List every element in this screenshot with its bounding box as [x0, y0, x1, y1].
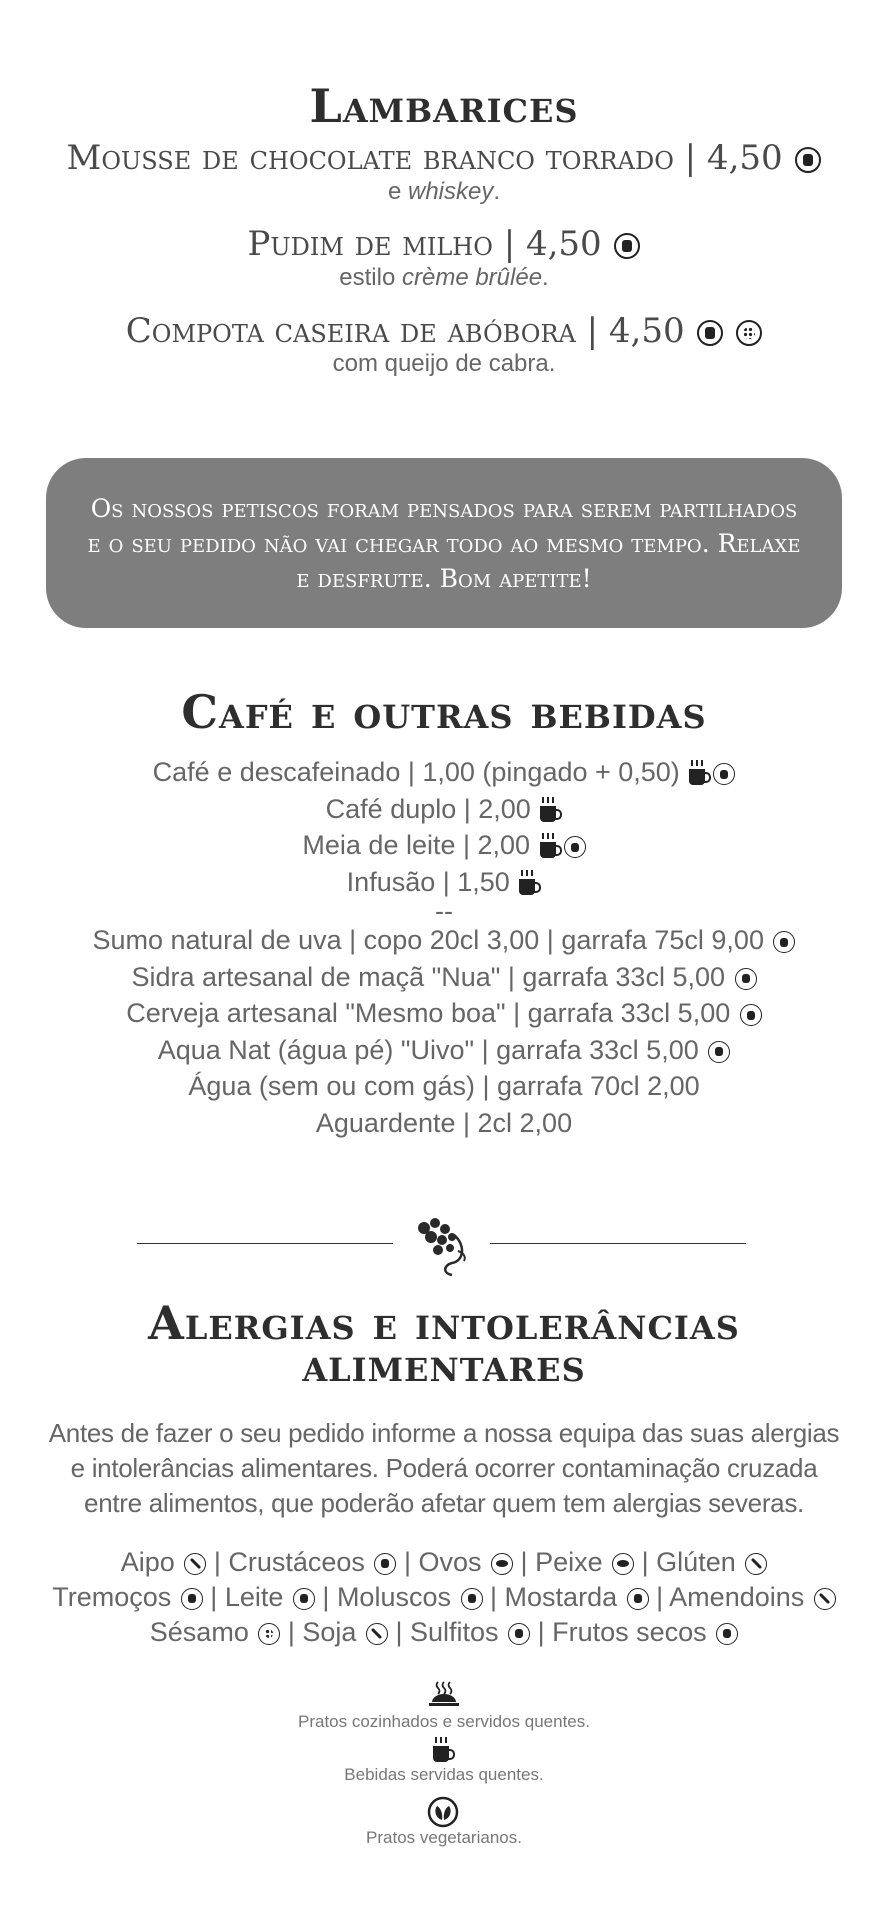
drink-item: Água (sem ou com gás) | garrafa 70cl 2,00	[188, 1071, 700, 1102]
desserts-section	[0, 79, 888, 399]
dish-item	[0, 226, 888, 292]
sulphites-icon	[740, 1004, 762, 1026]
hot-cup-icon	[433, 1745, 449, 1763]
allergen-mustard: Mostarda	[504, 1582, 618, 1612]
hot-dish-icon	[428, 1680, 460, 1708]
drink-item: Cerveja artesanal "Mesmo boa" | garrafa 33cl 5,00	[0, 995, 888, 1032]
drink-item: Café e descafeinado | 1,00 (pingado + 0,50)	[0, 754, 888, 791]
divider-line-left	[137, 1243, 393, 1244]
milk-icon	[713, 763, 735, 785]
peanut-icon	[814, 1588, 836, 1610]
allergen-peanuts: Amendoins	[669, 1582, 805, 1612]
legend-text: Pratos vegetarianos.	[366, 1828, 522, 1847]
allergies-title: Alergias e intolerâncias alimentares	[148, 1296, 740, 1392]
milk-icon	[795, 147, 821, 173]
sesame-icon	[258, 1623, 280, 1645]
allergen-celery: Aipo	[120, 1547, 175, 1577]
dish-item	[0, 310, 888, 379]
dish-description: estilo crème brûlée.	[339, 263, 549, 291]
drink-item: Sidra artesanal de maçã "Nua" | garrafa 33cl 5,00	[0, 959, 888, 996]
milk-icon	[697, 320, 723, 346]
drinks-section	[0, 685, 888, 1141]
drinks-title: Café e outras bebidas	[181, 685, 707, 739]
drink-item: Sumo natural de uva | copo 20cl 3,00 | garrafa 75cl 9,00	[0, 922, 888, 959]
allergies-section	[0, 1296, 888, 1650]
leaf-icon	[427, 1796, 459, 1828]
allergen-milk: Leite	[224, 1582, 284, 1612]
drink-item: Meia de leite | 2,00	[0, 827, 888, 864]
hot-cup-icon	[689, 769, 705, 785]
allergen-molluscs: Moluscos	[336, 1582, 451, 1612]
milk-icon	[614, 233, 640, 259]
hot-cup-icon	[540, 806, 556, 822]
allergen-soy: Soja	[302, 1617, 357, 1647]
hot-cup-icon	[519, 879, 535, 895]
milk-icon	[564, 836, 586, 858]
celery-icon	[184, 1553, 206, 1575]
dish-description: e whiskey.	[387, 177, 501, 205]
soy-icon	[366, 1623, 388, 1645]
nuts-icon	[716, 1623, 738, 1645]
grapes-icon	[414, 1215, 472, 1277]
allergen-lupin: Tremoços	[52, 1582, 172, 1612]
crustaceans-icon	[374, 1553, 396, 1575]
legend-text: Bebidas servidas quentes.	[344, 1765, 544, 1784]
drinks-separator: --	[435, 896, 453, 927]
allergen-fish: Peixe	[535, 1547, 603, 1577]
sulphites-icon	[773, 931, 795, 953]
mollusc-icon	[461, 1588, 483, 1610]
hot-cup-icon	[540, 842, 556, 858]
dish-description: com queijo de cabra.	[332, 350, 556, 378]
allergen-nuts: Frutos secos	[552, 1617, 707, 1647]
allergen-eggs: Ovos	[418, 1547, 482, 1577]
wheat-icon	[745, 1553, 767, 1575]
mustard-icon	[627, 1588, 649, 1610]
dish-name: Pudim de milho | 4,50	[247, 224, 602, 265]
divider-line-right	[490, 1243, 746, 1244]
drink-item: Infusão | 1,50	[0, 864, 888, 901]
allergen-gluten: Glúten	[656, 1547, 736, 1577]
legend-text: Pratos cozinhados e servidos quentes.	[297, 1712, 590, 1731]
sulphites-icon	[735, 968, 757, 990]
sesame-icon	[736, 320, 762, 346]
egg-icon	[491, 1553, 513, 1575]
desserts-title: Lambarices	[309, 79, 579, 133]
allergen-sulphites: Sulfitos	[410, 1617, 499, 1647]
lupin-icon	[181, 1588, 203, 1610]
sulphites-icon	[708, 1041, 730, 1063]
drink-item: Café duplo | 2,00	[0, 791, 888, 828]
sulphites-icon	[508, 1623, 530, 1645]
dish-name: Compota caseira de abóbora | 4,50	[125, 310, 685, 351]
milk-icon	[293, 1588, 315, 1610]
sharing-notice: Os nossos petiscos foram pensados para serem partilhados e o seu pedido não vai chegar todo ao mesmo tempo. Relaxe e desfrute. Bom apetite!	[46, 458, 842, 628]
drink-item: Aqua Nat (água pé) "Uivo" | garrafa 33cl 5,00	[0, 1032, 888, 1069]
allergen-crustaceans: Crustáceos	[228, 1547, 365, 1577]
dish-item	[0, 140, 888, 206]
dish-name: Mousse de chocolate branco torrado | 4,50	[66, 138, 783, 179]
allergies-intro: Antes de fazer o seu pedido informe a nossa equipa das suas alergias e intolerâncias alimentares. Poderá ocorrer contaminação cruzada entre alimentos, que poderão afetar quem tem alergias severas.	[48, 1418, 840, 1518]
drink-item: Aguardente | 2cl 2,00	[315, 1107, 573, 1138]
fish-icon	[612, 1553, 634, 1575]
allergen-sesame: Sésamo	[149, 1617, 249, 1647]
allergen-list: Aipo | Crustáceos | Ovos | Peixe | Glúten Tremoços | Leite | Moluscos | Mostarda | Amendoins Sésamo | Soja | Sulfitos | Frutos secos	[0, 1545, 888, 1650]
